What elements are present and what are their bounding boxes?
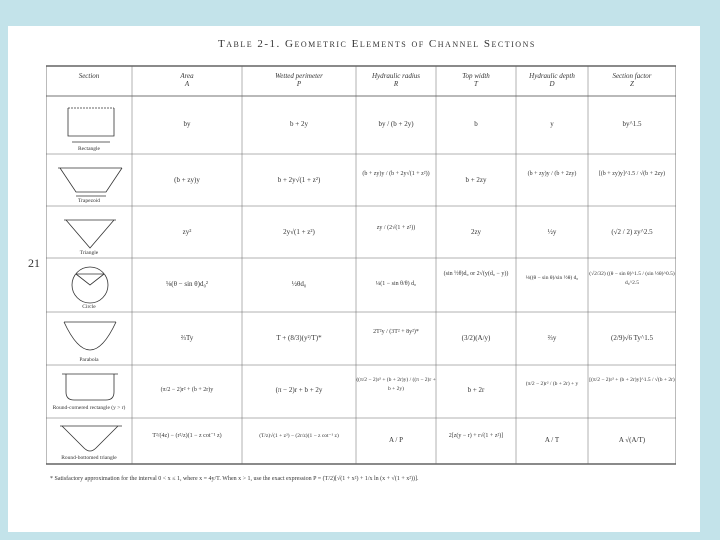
cell-factor: [(π/2 − 2)r² + (b + 2r)y]^1.5 / √(b + 2r) [589,377,675,383]
cell-area: ⅛(θ − sin θ)d₀² [165,280,209,288]
cell-factor: (2/9)√6 Ty^1.5 [611,334,653,342]
header-wetted-perimeter: Wetted perimeter P [275,72,323,88]
cell-area: (π/2 − 2)r² + (b + 2r)y [160,387,214,393]
cell-depth: ⅔y [547,334,557,342]
triangle-diagram [64,220,116,248]
cell-depth: A / T [544,436,560,444]
cell-perimeter: b + 2y√(1 + z²) [277,176,321,184]
table-footnote: * Satisfactory approximation for the interval 0 < x ≤ 1, where x = 4y/T. When x > 1, use the exact expression P = (T/2)[√(1 + x²) + 1/x ln (x + √(1 + x²))]. [50,476,419,482]
cell-radius: zy / (2√(1 + z²)) [376,225,416,231]
cell-top-width: b + 2zy [465,176,487,184]
header-section: Section [78,72,100,80]
cell-top-width: (3/2)(A/y) [461,334,491,342]
header-hydraulic-depth: Hydraulic depth D [529,72,575,88]
cell-radius: ¼(1 − sin θ/θ) d₀ [375,281,417,287]
rectangle-diagram [68,108,114,142]
section-caption: Circle [82,304,96,310]
cell-factor: A √(A/T) [618,436,646,444]
circle-diagram [72,267,108,303]
header-area: Area A [180,72,194,88]
cell-perimeter: 2y√(1 + z²) [283,228,315,236]
cell-area: by [183,120,191,128]
cell-top-width: (sin ½θ)d₀ or 2√(y(d₀ − y)) [443,271,509,277]
section-caption: Parabola [79,357,99,363]
cell-factor: by^1.5 [622,120,642,128]
parabola-diagram [64,322,116,350]
cell-perimeter: T + (8/3)(y²/T)* [276,334,322,342]
cell-factor: (√2/32) ((θ − sin θ)^1.5 / (sin ½θ)^0.5) d₀^2.5 [589,271,675,286]
round-cornered-rectangle-diagram [62,374,118,400]
cell-area: (b + zy)y [174,176,200,184]
cell-depth: y [550,120,554,128]
section-caption: Triangle [79,250,99,256]
cell-top-width: 2[z(y − r) + r√(1 + z²)] [448,433,504,439]
cell-area: zy² [182,228,192,236]
section-caption: Round-bottomed triangle [61,455,117,461]
geometry-table [46,60,676,465]
cell-top-width: b + 2r [467,386,485,394]
cell-perimeter: (T/z)√(1 + z²) − (2r/z)(1 − z cot⁻¹ z) [259,433,339,439]
cell-factor: (√2 / 2) zy^2.5 [611,228,653,236]
section-caption: Trapezoid [77,198,101,204]
cell-area: T²/(4z) − (r²/z)(1 − z cot⁻¹ z) [152,433,222,439]
cell-top-width: 2zy [470,228,482,236]
section-caption: Round-cornered rectangle (y > r) [52,405,126,411]
cell-perimeter: (π − 2)r + b + 2y [275,386,323,394]
trapezoid-diagram [58,168,122,196]
table-title: Table 2-1. Geometric Elements of Channel Sections [218,38,536,50]
cell-radius: 2T²y / (3T² + 8y²)* [373,329,419,335]
cell-radius: by / (b + 2y) [378,120,414,128]
cell-perimeter: ½θd₀ [291,280,307,288]
cell-area: ⅔Ty [180,334,194,342]
cell-factor: [(b + zy)y]^1.5 / √(b + 2zy) [598,171,666,177]
header-top-width: Top width T [462,72,490,88]
header-hydraulic-radius: Hydraulic radius R [371,72,421,88]
cell-depth: (π/2 − 2)r² / (b + 2r) + y [525,381,579,387]
cell-depth: ⅛((θ − sin θ)/sin ½θ) d₀ [525,275,579,281]
header-section-factor: Section factor Z [612,72,652,88]
section-caption: Rectangle [78,146,100,152]
page-number: 21 [28,256,40,270]
cell-perimeter: b + 2y [290,120,308,128]
cell-depth: (b + zy)y / (b + 2zy) [527,171,577,177]
cell-depth: ½y [547,228,557,236]
cell-radius: ((π/2 − 2)r² + (b + 2r)y) / ((π − 2)r + b + 2y) [356,377,436,392]
round-bottomed-triangle-diagram [60,426,122,451]
cell-radius: A / P [388,436,403,444]
cell-top-width: b [474,120,478,128]
cell-radius: (b + zy)y / (b + 2y√(1 + z²)) [362,171,430,177]
